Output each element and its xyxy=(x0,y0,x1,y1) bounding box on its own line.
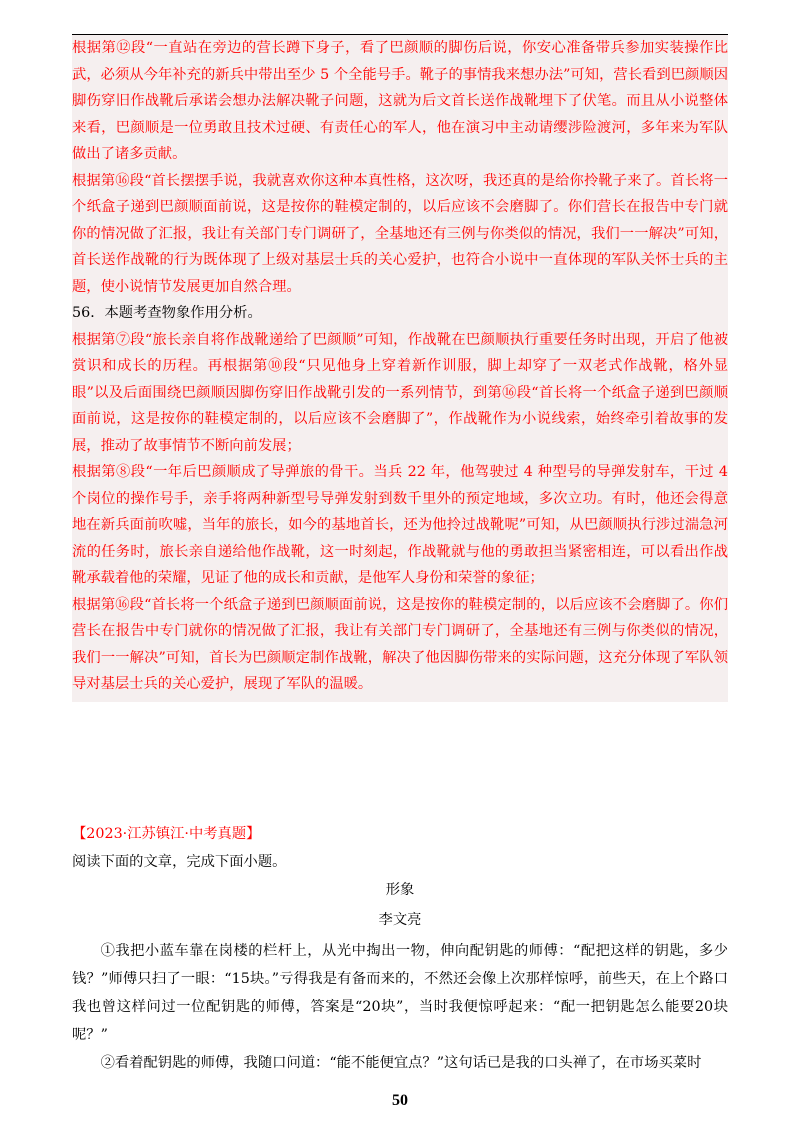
story-paragraph-2: ②看着配钥匙的师傅，我随口问道：“能不能便宜点？”这句话已是我的口头禅了，在市场买菜时 xyxy=(100,1055,702,1071)
answer-paragraph-5: 根据第⑯段“首长将一个纸盒子递到巴颜顺面前说，这是按你的鞋模定制的，以后应该不会磨脚了。你们营长在报告中专门就你的情况做了汇报，我让有关部门专门调研了，全基地还有三例与你类似的情况，我们一一解决”可知，首长为巴颜顺定制作战靴，解决了他因脚伤带来的实际问题，这充分体现了军队领导对基层士兵的关心爱护，展现了军队的温暖。 xyxy=(72,596,728,692)
article-title: 形象 xyxy=(385,882,415,898)
answer-paragraph-2: 根据第⑯段“首长摆摆手说，我就喜欢你这种本真性格，这次呀，我还真的是给你拎靴子来了。首长将一个纸盒子递到巴颜顺面前说，这是按你的鞋模定制的，以后应该不会磨脚了。你们营长在报告中专门就你的情况做了汇报，我让有关部门专门调研了，全基地还有三例与你类似的情况，我们一一解决”可知，首长送作战靴的行为既体现了上级对基层士兵的关心爱护，也符合小说中一直体现的军队关怀士兵的主题，使小说情节发展更加自然合理。 xyxy=(72,172,728,295)
answer-paragraph-1: 根据第⑫段“一直站在旁边的营长蹲下身子，看了巴颜顺的脚伤后说，你安心准备带兵参加实装操作比武，必须从今年补充的新兵中带出至少 5 个全能号手。靴子的事情我来想办法”可知，营长看到巴颜顺因脚伤穿旧作战靴后承诺会想办法解决靴子问题，这就为后文首长送作战靴埋下了伏笔。而且从小说整体来看，巴颜顺是一位勇敢且技术过硬、有责任心的军人，他在演习中主动请缨涉险渡河，多年来为军队做出了诸多贡献。 xyxy=(72,40,728,162)
question-56-heading: 56．本题考查物象作用分析。 xyxy=(72,305,262,321)
answer-paragraph-3: 根据第⑦段“旅长亲自将作战靴递给了巴颜顺”可知，作战靴在巴颜顺执行重要任务时出现，开启了他被赏识和成长的历程。再根据第⑩段“只见他身上穿着新作训服，脚上却穿了一双老式作战靴，格外显眼”以及后面围绕巴颜顺因脚伤穿旧作战靴引发的一系列情节，到第⑯段“首长将一个纸盒子递到巴颜顺面前说，这是按你的鞋模定制的，以后应该不会磨脚了”，作战靴作为小说线索，始终牵引着故事的发展，推动了故事情节不断向前发展； xyxy=(72,331,728,454)
article-body xyxy=(72,937,728,1077)
answer-explanation-block xyxy=(72,35,728,702)
page-number: 50 xyxy=(392,1092,408,1109)
article-author: 李文亮 xyxy=(378,912,422,928)
story-paragraph-1: ①我把小蓝车靠在岗楼的栏杆上，从光中掏出一物，伸向配钥匙的师傅：“配把这样的钥匙，多少钱？”师傅只扫了一眼：“15块。”亏得我是有备而来的，不然还会像上次那样惊呼，前些天，在上个路口我也曾这样问过一位配钥匙的师傅，答案是“20块”，当时我便惊呼起来：“配一把钥匙怎么能要20块呢？” xyxy=(72,943,728,1043)
exam-source-tag: 【2023·江苏镇江·中考真题】 xyxy=(72,826,261,842)
reading-prompt: 阅读下面的文章，完成下面小题。 xyxy=(72,854,287,870)
answer-paragraph-4: 根据第⑧段“一年后巴颜顺成了导弹旅的骨干。当兵 22 年，他驾驶过 4 种型号的导弹发射车，干过 4 个岗位的操作号手，亲手将两种新型号导弹发射到数千里外的预定地域，多次立功。有时，他还会得意地在新兵面前吹嘘，当年的旅长，如今的基地首长，还为他拎过战靴呢”可知，从巴颜顺执行涉过湍急河流的任务时，旅长亲自递给他作战靴，这一时刻起，作战靴就与他的勇敢担当紧密相连，可以看出作战靴承载着他的荣耀，见证了他的成长和贡献，是他军人身份和荣誉的象征； xyxy=(72,464,728,586)
